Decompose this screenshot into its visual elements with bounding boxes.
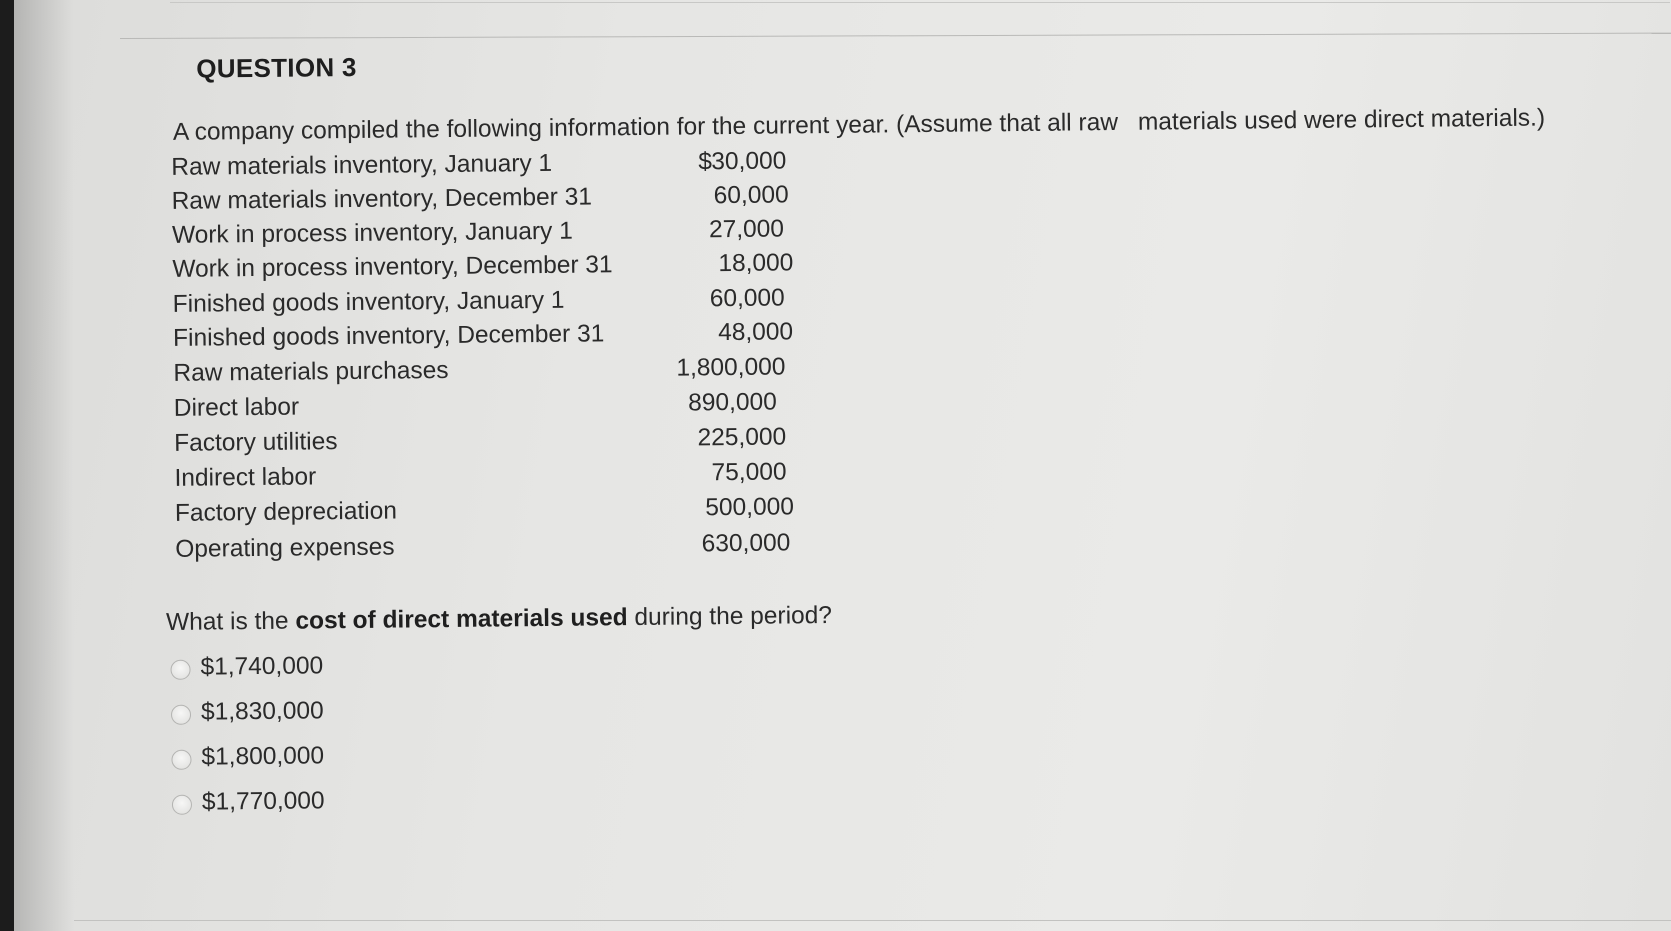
row-value: 890,000 (688, 388, 777, 417)
row-value: 1,800,000 (676, 353, 786, 382)
intro-text-part1: A company compiled the following information for the current year. (Assume that all raw (172, 108, 1119, 146)
row-value: 60,000 (709, 284, 785, 313)
table-row (175, 529, 875, 572)
intro-text-part2: materials used were direct materials.) (1137, 104, 1546, 136)
dollar-sign: $ (698, 148, 713, 176)
row-value: 60,000 (713, 181, 789, 210)
row-value: 500,000 (705, 493, 795, 522)
answer-option-1[interactable] (164, 651, 464, 694)
row-label: Factory depreciation (174, 497, 398, 527)
row-label: Operating expenses (175, 533, 395, 563)
row-value: 27,000 (708, 215, 785, 244)
prompt-text: What is the (165, 607, 296, 636)
prompt-text-end: during the period? (627, 601, 833, 632)
question-title: QUESTION 3 (196, 51, 357, 84)
row-label: Work in process inventory, January 1 (171, 217, 573, 249)
row-label: Raw materials inventory, December 31 (171, 183, 593, 215)
row-label: Finished goods inventory, January 1 (172, 286, 565, 318)
row-value: 30,000 (711, 147, 787, 176)
row-value: 630,000 (701, 529, 791, 558)
row-label: Direct labor (173, 393, 300, 422)
answer-option-3[interactable] (165, 741, 465, 784)
option-label[interactable]: $1,740,000 (200, 652, 324, 681)
row-label: Raw materials purchases (173, 356, 449, 387)
radio-button[interactable] (170, 660, 190, 680)
row-value: 75,000 (711, 458, 787, 487)
option-label[interactable]: $1,770,000 (201, 787, 325, 816)
radio-button[interactable] (172, 795, 192, 815)
row-label: Factory utilities (174, 428, 338, 457)
row-value: 48,000 (717, 318, 794, 347)
row-label: Finished goods inventory, December 31 (172, 320, 605, 352)
answer-option-2[interactable] (165, 696, 465, 739)
row-value: 225,000 (697, 423, 787, 452)
bottom-divider (74, 920, 1671, 921)
top-divider-faint (170, 2, 1670, 3)
radio-button[interactable] (171, 750, 191, 770)
bezel-shadow (14, 0, 74, 931)
option-label[interactable]: $1,830,000 (200, 697, 324, 726)
answer-option-4[interactable] (166, 786, 466, 829)
prompt-emphasis: cost of direct materials used (295, 604, 628, 635)
row-label: Raw materials inventory, January 1 (171, 149, 553, 181)
radio-button[interactable] (171, 705, 191, 725)
row-label: Indirect labor (174, 463, 317, 492)
option-label[interactable]: $1,800,000 (201, 742, 325, 771)
row-value: 18,000 (718, 249, 794, 278)
row-label: Work in process inventory, December 31 (172, 251, 613, 283)
